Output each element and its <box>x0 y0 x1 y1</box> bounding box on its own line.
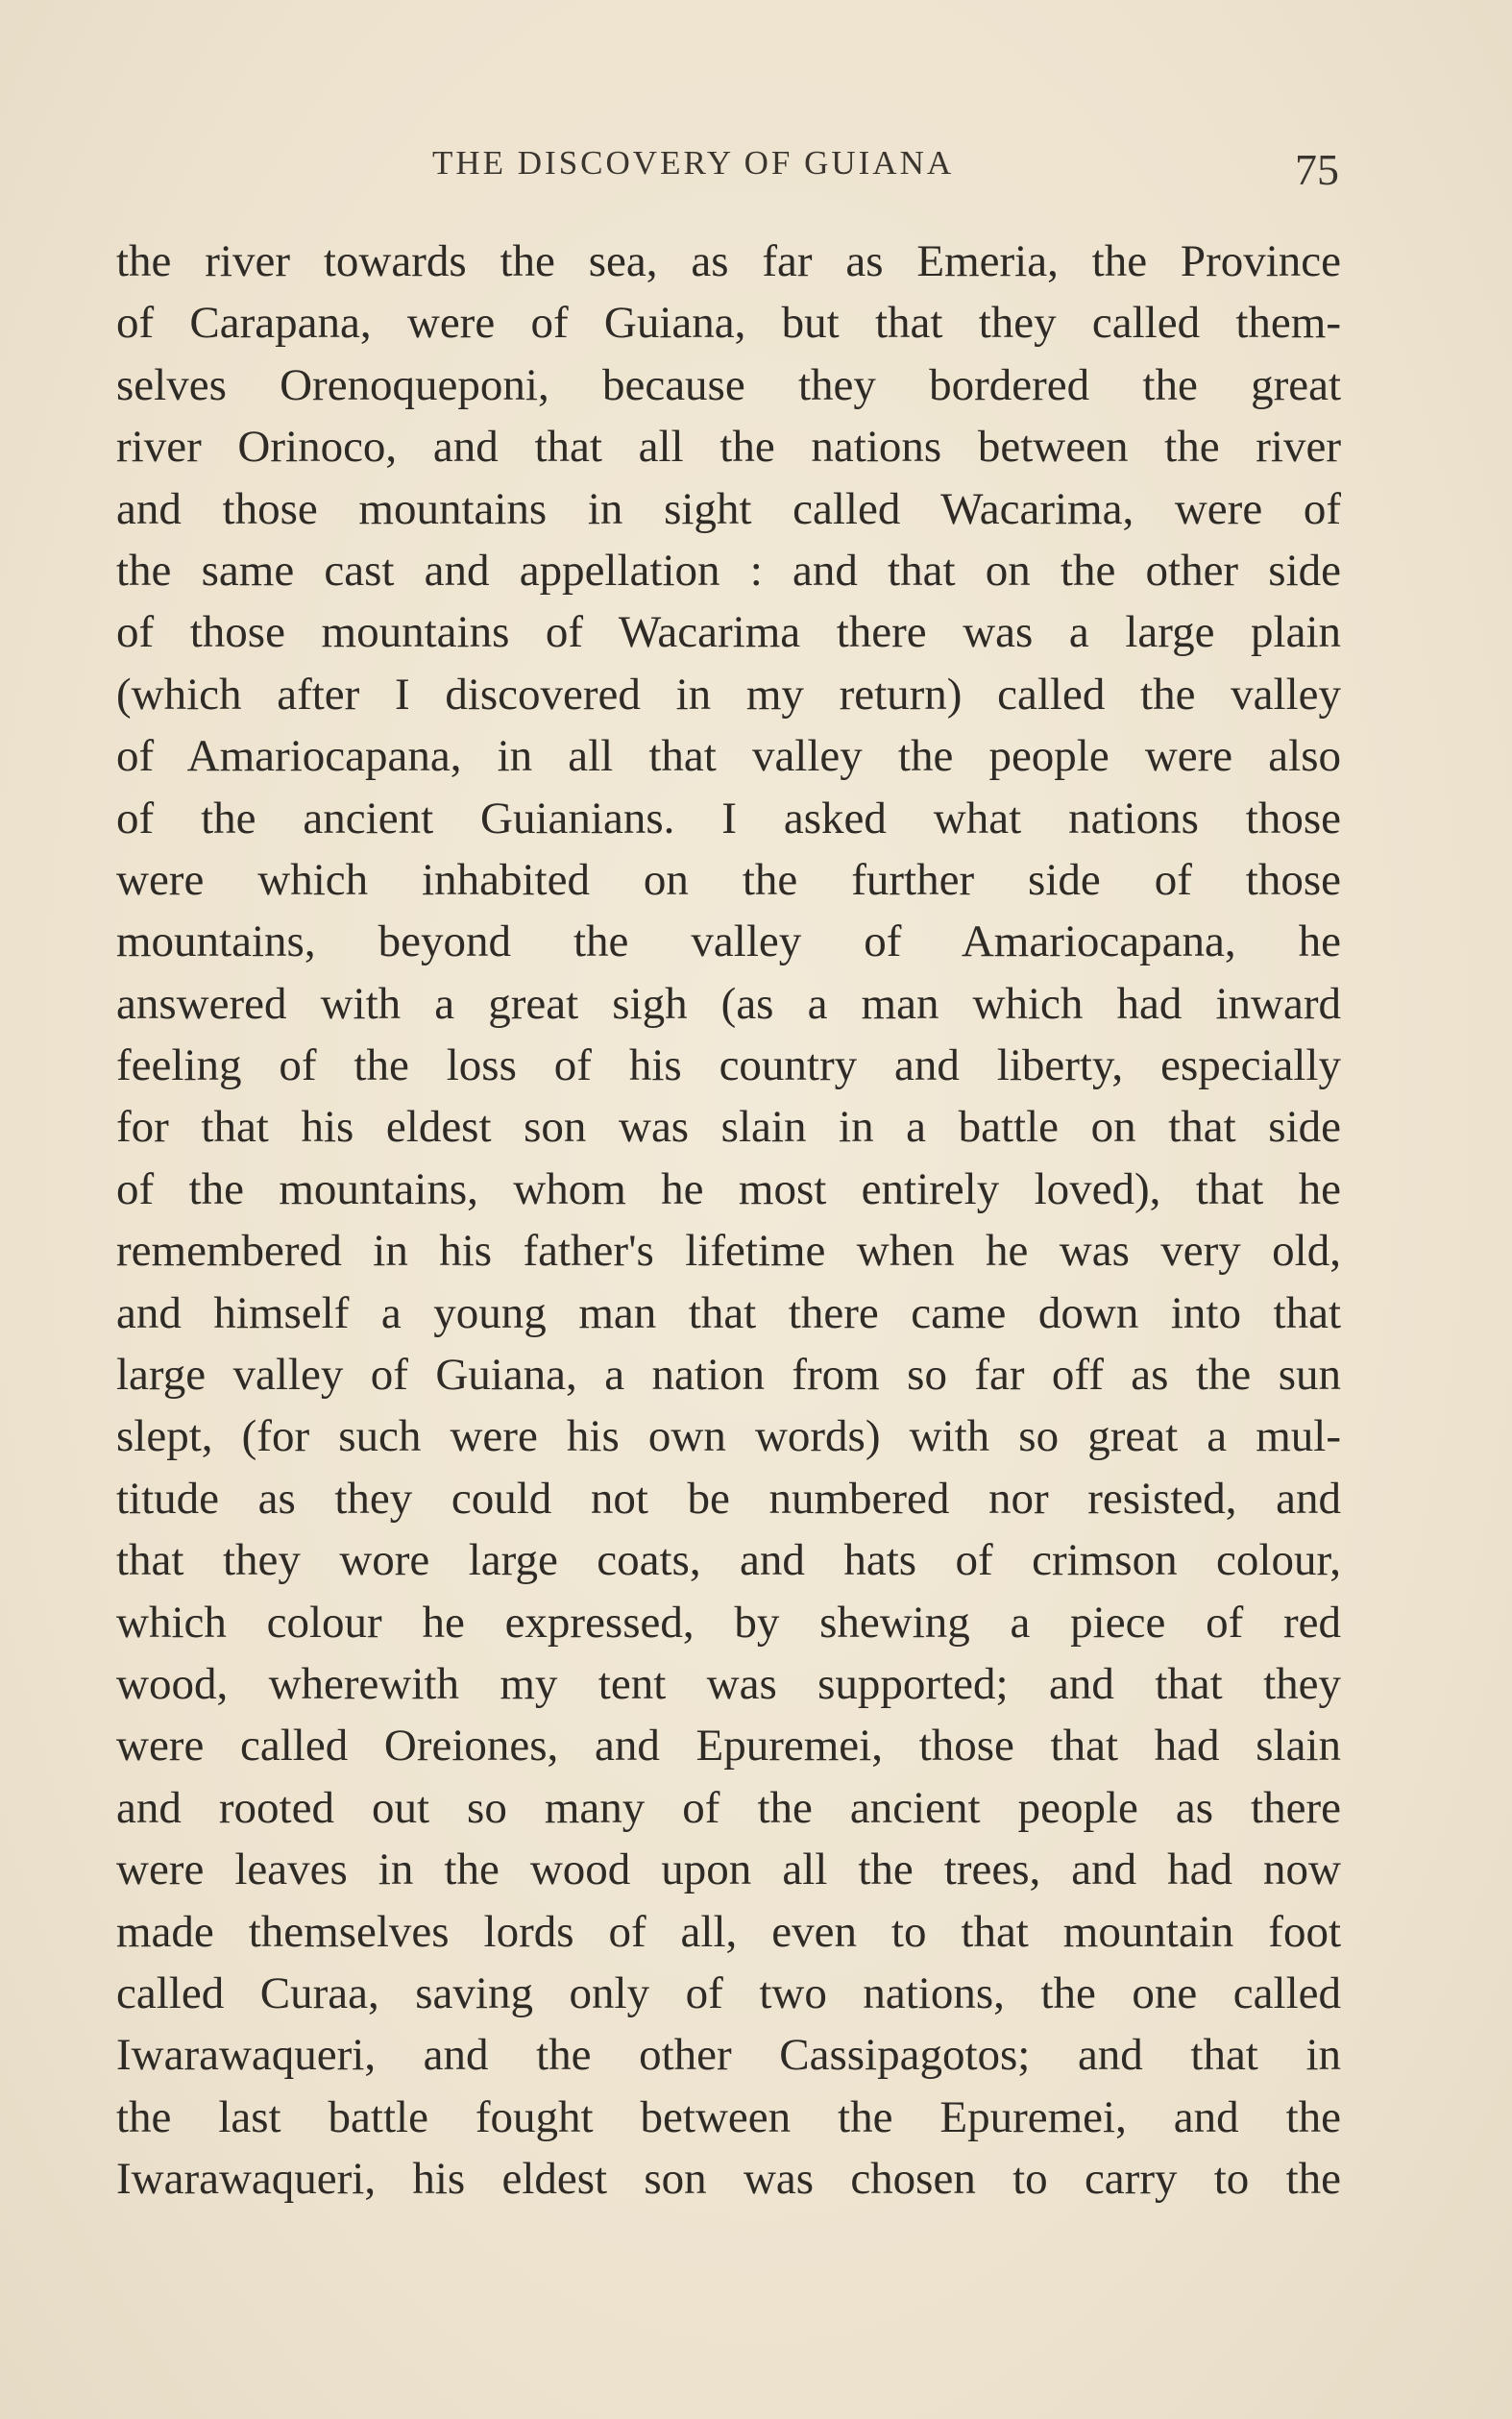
text-line: remembered in his father's lifetime when he was very old, <box>116 1226 1341 1277</box>
text-line: were called Oreiones, and Epuremei, those that had slain <box>116 1721 1341 1771</box>
text-line: of the mountains, whom he most entirely loved), that he <box>116 1163 1341 1214</box>
text-line: selves Orenoqueponi, because they bordered the great <box>116 359 1341 410</box>
page-number: 75 <box>1295 145 1339 194</box>
text-line: and those mountains in sight called Wacarima, were of <box>116 483 1341 534</box>
text-line: called Curaa, saving only of two nations, the one called <box>116 1967 1341 2018</box>
body-text <box>116 231 1341 2211</box>
text-line: the last battle fought between the Epuremei, and the <box>116 2091 1341 2142</box>
text-line: (which after I discovered in my return) called the valley <box>116 669 1341 720</box>
text-line: were leaves in the wood upon all the trees, and had now <box>116 1845 1341 1895</box>
text-line: the same cast and appellation : and that on the other side <box>116 545 1341 596</box>
text-line: large valley of Guiana, a nation from so far off as the sun <box>116 1350 1341 1401</box>
text-line: slept, (for such were his own words) with so great a mul- <box>116 1411 1341 1462</box>
text-line: feeling of the loss of his country and liberty, especially <box>116 1040 1341 1091</box>
text-line: of those mountains of Wacarima there was a large plain <box>116 607 1341 658</box>
text-line: made themselves lords of all, even to that mountain foot <box>116 1906 1341 1957</box>
text-line: of Amariocapana, in all that valley the people were also <box>116 731 1341 782</box>
text-line: river Orinoco, and that all the nations between the river <box>116 422 1341 473</box>
text-line: wood, wherewith my tent was supported; and that they <box>116 1658 1341 1709</box>
text-line: for that his eldest son was slain in a battle on that side <box>116 1102 1341 1153</box>
text-line: Iwarawaqueri, his eldest son was chosen to carry to the <box>116 2154 1341 2205</box>
text-line: mountains, beyond the valley of Amariocapana, he <box>116 916 1341 967</box>
text-line: of Carapana, were of Guiana, but that they called them- <box>116 298 1341 349</box>
text-line: the river towards the sea, as far as Emeria, the Province <box>116 236 1341 286</box>
text-line: and rooted out so many of the ancient people as there <box>116 1782 1341 1833</box>
text-line: were which inhabited on the further side of those <box>116 854 1341 905</box>
text-line: which colour he expressed, by shewing a piece of red <box>116 1597 1341 1648</box>
text-line: and himself a young man that there came down into that <box>116 1287 1341 1338</box>
text-line: Iwarawaqueri, and the other Cassipagotos; and that in <box>116 2030 1341 2081</box>
text-line: of the ancient Guianians. I asked what nations those <box>116 793 1341 843</box>
text-line: answered with a great sigh (as a man which had inward <box>116 978 1341 1029</box>
text-line: titude as they could not be numbered nor resisted, and <box>116 1473 1341 1524</box>
running-head: THE DISCOVERY OF GUIANA <box>432 144 955 182</box>
text-line: that they wore large coats, and hats of crimson colour, <box>116 1535 1341 1586</box>
